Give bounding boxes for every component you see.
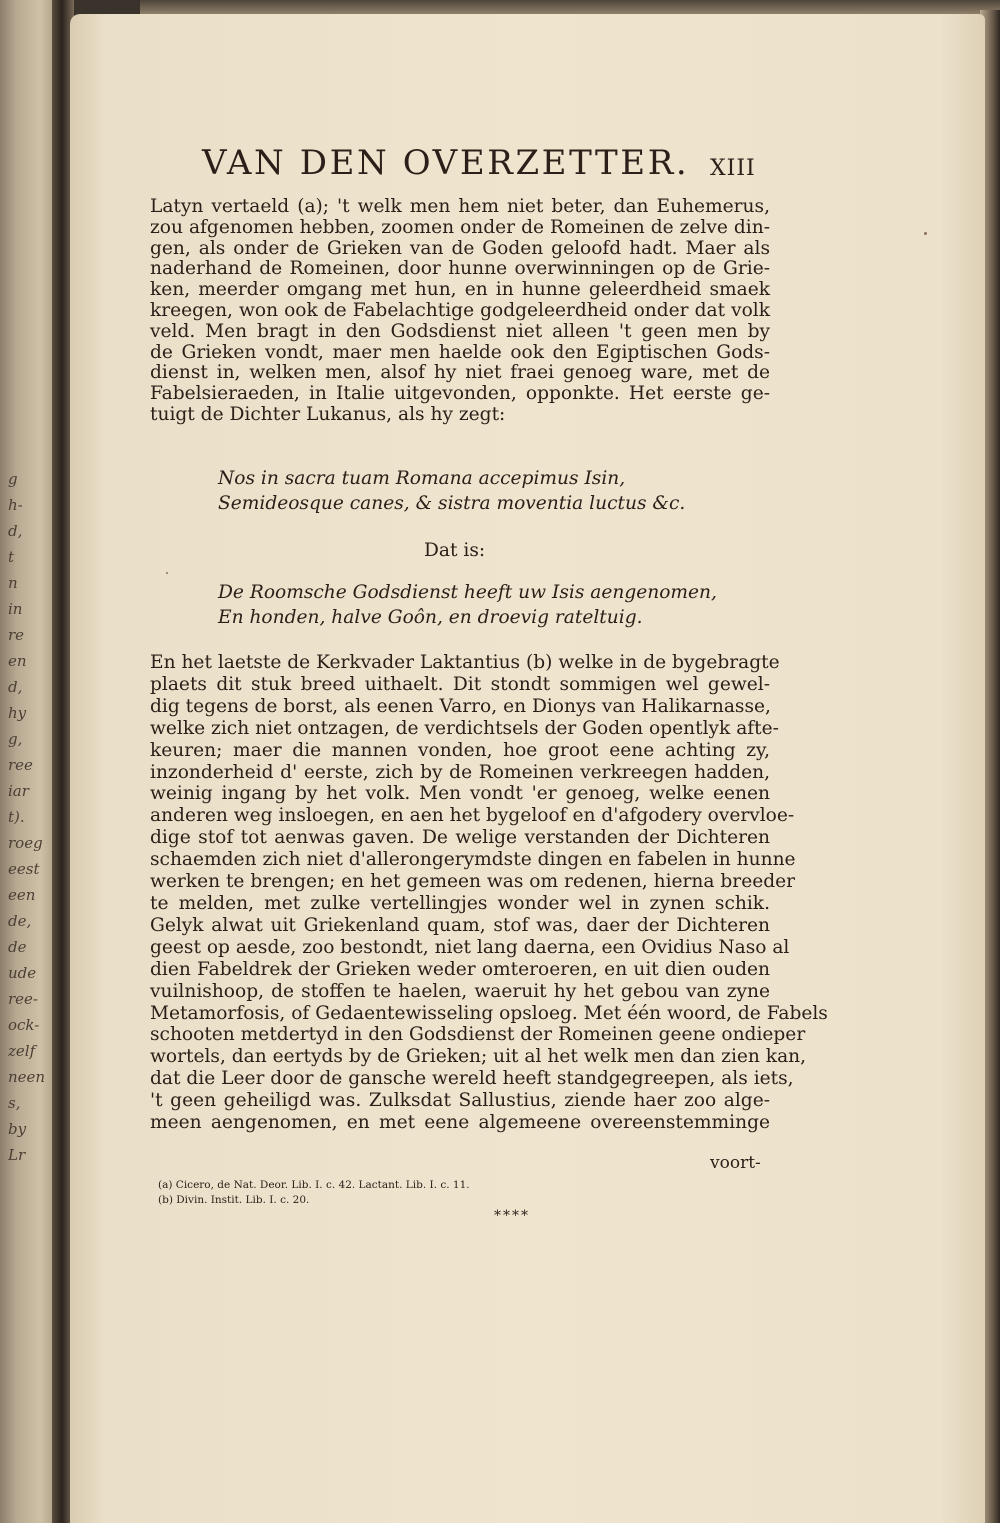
text-line: dig tegens de borst, als eenen Varro, en Dionys van Halikarnasse, — [150, 695, 771, 717]
facing-page-fragment: ude — [8, 964, 37, 982]
text-line: werken te brengen; en het gemeen was om redenen, hierna breeder — [150, 871, 795, 893]
paragraph-2 — [150, 652, 828, 1134]
text-line: veld. Men bragt in den Godsdienst niet alleen 't geen men by — [150, 320, 770, 342]
text-line: inzonderheid d' eerste, zich by de Romeinen verkreegen hadden, — [150, 761, 770, 783]
facing-page-fragment: d, — [8, 678, 23, 696]
text-line: te melden, met zulke vertellingjes wonder wel in zynen schik. — [150, 892, 770, 914]
facing-page-fragment: by — [8, 1120, 27, 1138]
facing-page-fragment: de, — [8, 912, 32, 930]
text-line: welke zich niet ontzagen, de verdichtsels der Goden opentlyk afte- — [150, 717, 779, 739]
footnote: (a) Cicero, de Nat. Deor. Lib. I. c. 42. Lactant. Lib. I. c. 11. — [158, 1179, 470, 1191]
footnotes — [158, 1178, 470, 1208]
text-line: kreegen, won ook de Fabelachtige godgeleerdheid onder dat volk — [150, 299, 770, 321]
facing-page-fragment: iar — [8, 782, 29, 800]
dutch-verse — [218, 580, 717, 630]
text-line: gen, als onder de Grieken van de Goden geloofd hadt. Maer als — [150, 237, 770, 259]
folio: XIII — [710, 156, 756, 181]
latin-verse — [218, 466, 698, 516]
text-line: zou afgenomen hebben, zoomen onder de Romeinen de zelve din- — [150, 216, 770, 238]
facing-page-fragment: d, — [8, 522, 23, 540]
paper-speck — [166, 572, 168, 574]
text-line: 't geen geheiligd was. Zulksdat Sallustius, ziende haer zoo alge- — [150, 1090, 770, 1112]
facing-page-fragment: s, — [8, 1094, 21, 1112]
text-line: tuigt de Dichter Lukanus, als hy zegt: — [150, 403, 506, 425]
text-line: dien Fabeldrek der Grieken weder omteroeren, en uit dien ouden — [150, 958, 770, 980]
facing-page-fragment: roeg — [8, 834, 43, 852]
text-line: dienst in, welken men, alsof hy niet fraei genoeg ware, met de — [150, 362, 770, 384]
text-line: dige stof tot aenwas gaven. De welige verstanden der Dichteren — [150, 827, 770, 849]
facing-page-fragment: eest — [8, 860, 40, 878]
facing-page-fragment: neen — [8, 1068, 46, 1086]
top-edge — [140, 0, 1000, 14]
facing-page-fragment: ree- — [8, 990, 38, 1008]
facing-page-fragment: in — [8, 600, 23, 618]
text-line: Metamorfosis, of Gedaentewisseling opsloeg. Met één woord, de Fabels — [150, 1002, 828, 1024]
text-line: Latyn vertaeld (a); 't welk men hem niet beter, dan Euhemerus, — [150, 196, 770, 217]
facing-page-fragment: re — [8, 626, 25, 644]
facing-page-fragment: de — [8, 938, 27, 956]
text-line: vuilnishoop, de stoffen te haelen, waeruit hy het gebou van zyne — [150, 980, 770, 1002]
paper-speck — [924, 232, 927, 235]
facing-page-fragment: n — [8, 574, 18, 592]
verse-line: Semideosque canes, & sistra moventia luctus &c. — [218, 493, 686, 514]
facing-page-fragment: zelf — [8, 1042, 36, 1060]
text-line: keuren; maer die mannen vonden, hoe groot eene achting zy, — [150, 739, 770, 761]
dat-is-heading: Dat is: — [424, 540, 486, 561]
verse-line: En honden, halve Goôn, en droevig rateltuig. — [218, 607, 643, 628]
paragraph-1 — [150, 197, 770, 426]
facing-page-fragment: h- — [8, 496, 23, 514]
text-line: dat die Leer door de gansche wereld heeft standgegreepen, als iets, — [150, 1068, 794, 1090]
text-line: schaemden zich niet d'allerongerymdste dingen en fabelen in hunne — [150, 849, 796, 871]
text-line: naderhand de Romeinen, door hunne overwinningen op de Grie- — [150, 258, 770, 280]
text-line: Fabelsieraeden, in Italie uitgevonden, opponkte. Het eerste ge- — [150, 383, 770, 405]
text-line: ken, meerder omgang met hun, en in hunne geleerdheid smaek — [150, 279, 770, 301]
facing-page-fragment: Lr — [8, 1146, 26, 1164]
text-line: plaets dit stuk breed uithaelt. Dit stondt sommigen wel gewel- — [150, 673, 770, 695]
facing-page — [0, 0, 58, 1523]
running-head: VAN DEN OVERZETTER. — [202, 143, 690, 183]
facing-page-fragment: een — [8, 886, 36, 904]
facing-page-fragment: hy — [8, 704, 27, 722]
signature-mark: **** — [494, 1208, 530, 1224]
footnote: (b) Divin. Instit. Lib. I. c. 20. — [158, 1194, 310, 1206]
text-line: schooten metdertyd in den Godsdienst der Romeinen geene ondieper — [150, 1024, 806, 1046]
facing-page-fragment: t — [8, 548, 15, 566]
facing-page-fragment: t). — [8, 808, 25, 826]
verse-line: De Roomsche Godsdienst heeft uw Isis aengenomen, — [218, 582, 717, 603]
facing-page-fragment: ock- — [8, 1016, 40, 1034]
text-line: anderen weg insloegen, en aen het bygeloof en d'afgodery overvloe- — [150, 805, 795, 827]
text-line: En het laetste de Kerkvader Laktantius (b) welke in de bygebragte — [150, 652, 780, 673]
facing-page-fragment: g, — [8, 730, 23, 748]
verse-line: Nos in sacra tuam Romana accepimus Isin, — [218, 468, 626, 489]
text-line: weinig ingang by het volk. Men vondt 'er genoeg, welke eenen — [150, 783, 770, 805]
facing-page-fragment: ree — [8, 756, 33, 774]
text-line: de Grieken vondt, maer men haelde ook den Egiptischen Gods- — [150, 341, 770, 363]
catchword: voort- — [710, 1153, 761, 1173]
text-line: geest op aesde, zoo bestondt, niet lang daerna, een Ovidius Naso al — [150, 936, 790, 958]
text-line: meen aengenomen, en met eene algemeene overeenstemminge — [150, 1112, 770, 1134]
facing-page-fragment: en — [8, 652, 27, 670]
text-line: Gelyk alwat uit Griekenland quam, stof was, daer der Dichteren — [150, 914, 770, 936]
text-line: wortels, dan eertyds by de Grieken; uit al het welk men dan zien kan, — [150, 1046, 807, 1068]
facing-page-fragment: g — [8, 470, 18, 488]
